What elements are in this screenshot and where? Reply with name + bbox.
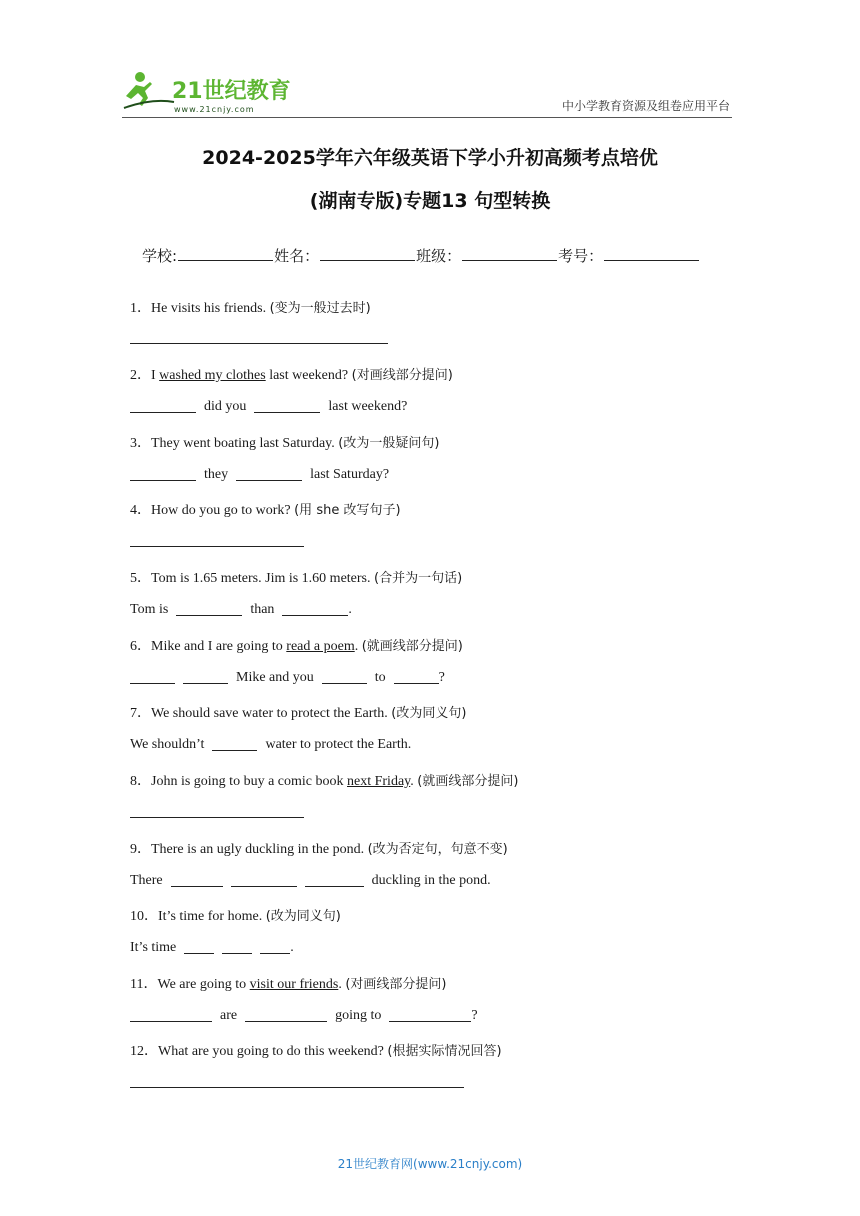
school-blank[interactable] (178, 244, 273, 261)
question-7: 7．We should save water to protect the Earth. (改为同义句) (130, 706, 467, 721)
answer-7: We shouldn’t water to protect the Earth. (130, 737, 412, 752)
answer-blank[interactable] (305, 872, 364, 887)
answer-blank[interactable] (183, 669, 228, 684)
question-9: 9．There is an ugly duckling in the pond. (改为否定句，句意不变) (130, 842, 508, 857)
answer-blank[interactable] (130, 1007, 212, 1022)
answer-blank[interactable] (254, 398, 320, 413)
answer-line-12[interactable] (130, 1087, 464, 1088)
logo-text: 21世纪教育 (172, 79, 291, 104)
logo (122, 68, 292, 116)
question-5: 5．Tom is 1.65 meters. Jim is 1.60 meters. (合并为一句话) (130, 571, 463, 586)
page-subtitle: (湖南专版)专题13 句型转换 (309, 190, 551, 212)
answer-blank[interactable] (282, 601, 348, 616)
answer-blank[interactable] (245, 1007, 327, 1022)
answer-blank[interactable] (130, 669, 175, 684)
answer-10: It’s time . (130, 940, 294, 955)
exam-no-blank[interactable] (604, 244, 699, 261)
question-1: 1．He visits his friends. (变为一般过去时) (130, 301, 371, 316)
question-11: 11．We are going to visit our friends. (对画线部分提问) (130, 977, 447, 992)
logo-url: www.21cnjy.com (174, 105, 255, 114)
answer-blank[interactable] (176, 601, 242, 616)
question-6: 6．Mike and I are going to read a poem. (就画线部分提问) (130, 639, 463, 654)
exam-no-label: 考号： (558, 247, 604, 265)
answer-blank[interactable] (130, 466, 196, 481)
header-divider (122, 117, 732, 118)
answer-blank[interactable] (322, 669, 367, 684)
question-8: 8．John is going to buy a comic book next Friday. (就画线部分提问) (130, 774, 519, 789)
page-title: 2024-2025学年六年级英语下学小升初高频考点培优 (202, 147, 658, 169)
question-10: 10．It’s time for home. (改为同义句) (130, 909, 341, 924)
answer-blank[interactable] (394, 669, 439, 684)
platform-label: 中小学教育资源及组卷应用平台 (561, 99, 730, 113)
answer-line-8[interactable] (130, 817, 304, 818)
answer-blank[interactable] (236, 466, 302, 481)
name-label: 姓名： (274, 247, 320, 265)
question-12: 12．What are you going to do this weekend? (根据实际情况回答) (130, 1044, 502, 1059)
answer-11: are going to ? (130, 1007, 478, 1024)
runner-logo-icon (122, 68, 292, 116)
student-info-row (142, 244, 700, 266)
question-2: 2．I washed my clothes last weekend? (对画线部分提问) (130, 368, 453, 383)
answer-2: did you last weekend? (130, 398, 407, 415)
answer-blank[interactable] (171, 872, 223, 887)
answer-blank[interactable] (222, 939, 252, 954)
class-label: 班级： (416, 247, 462, 265)
answer-blank[interactable] (130, 398, 196, 413)
footer-link[interactable]: 21世纪教育网(www.21cnjy.com) (337, 1157, 523, 1171)
answer-blank[interactable] (389, 1007, 471, 1022)
underlined-phrase: washed my clothes (159, 368, 266, 383)
answer-blank[interactable] (212, 736, 257, 751)
underlined-phrase: visit our friends (249, 977, 339, 992)
answer-3: they last Saturday? (130, 466, 389, 483)
question-3: 3．They went boating last Saturday. (改为一般疑问句) (130, 436, 440, 451)
class-blank[interactable] (462, 244, 557, 261)
underlined-phrase: read a poem (286, 639, 355, 654)
answer-blank[interactable] (231, 872, 297, 887)
school-label: 学校: (142, 247, 178, 265)
answer-9: There duckling in the pond. (130, 873, 491, 888)
answer-6: Mike and you to ? (130, 669, 445, 686)
page-header (0, 0, 860, 125)
underlined-phrase: next Friday (347, 774, 411, 789)
answer-line-4[interactable] (130, 546, 304, 547)
question-4: 4．How do you go to work? (用 she 改写句子) (130, 503, 401, 518)
answer-blank[interactable] (184, 939, 214, 954)
name-blank[interactable] (320, 244, 415, 261)
answer-5: Tom is than . (130, 602, 352, 617)
answer-blank[interactable] (260, 939, 290, 954)
answer-line-1[interactable] (130, 343, 388, 344)
